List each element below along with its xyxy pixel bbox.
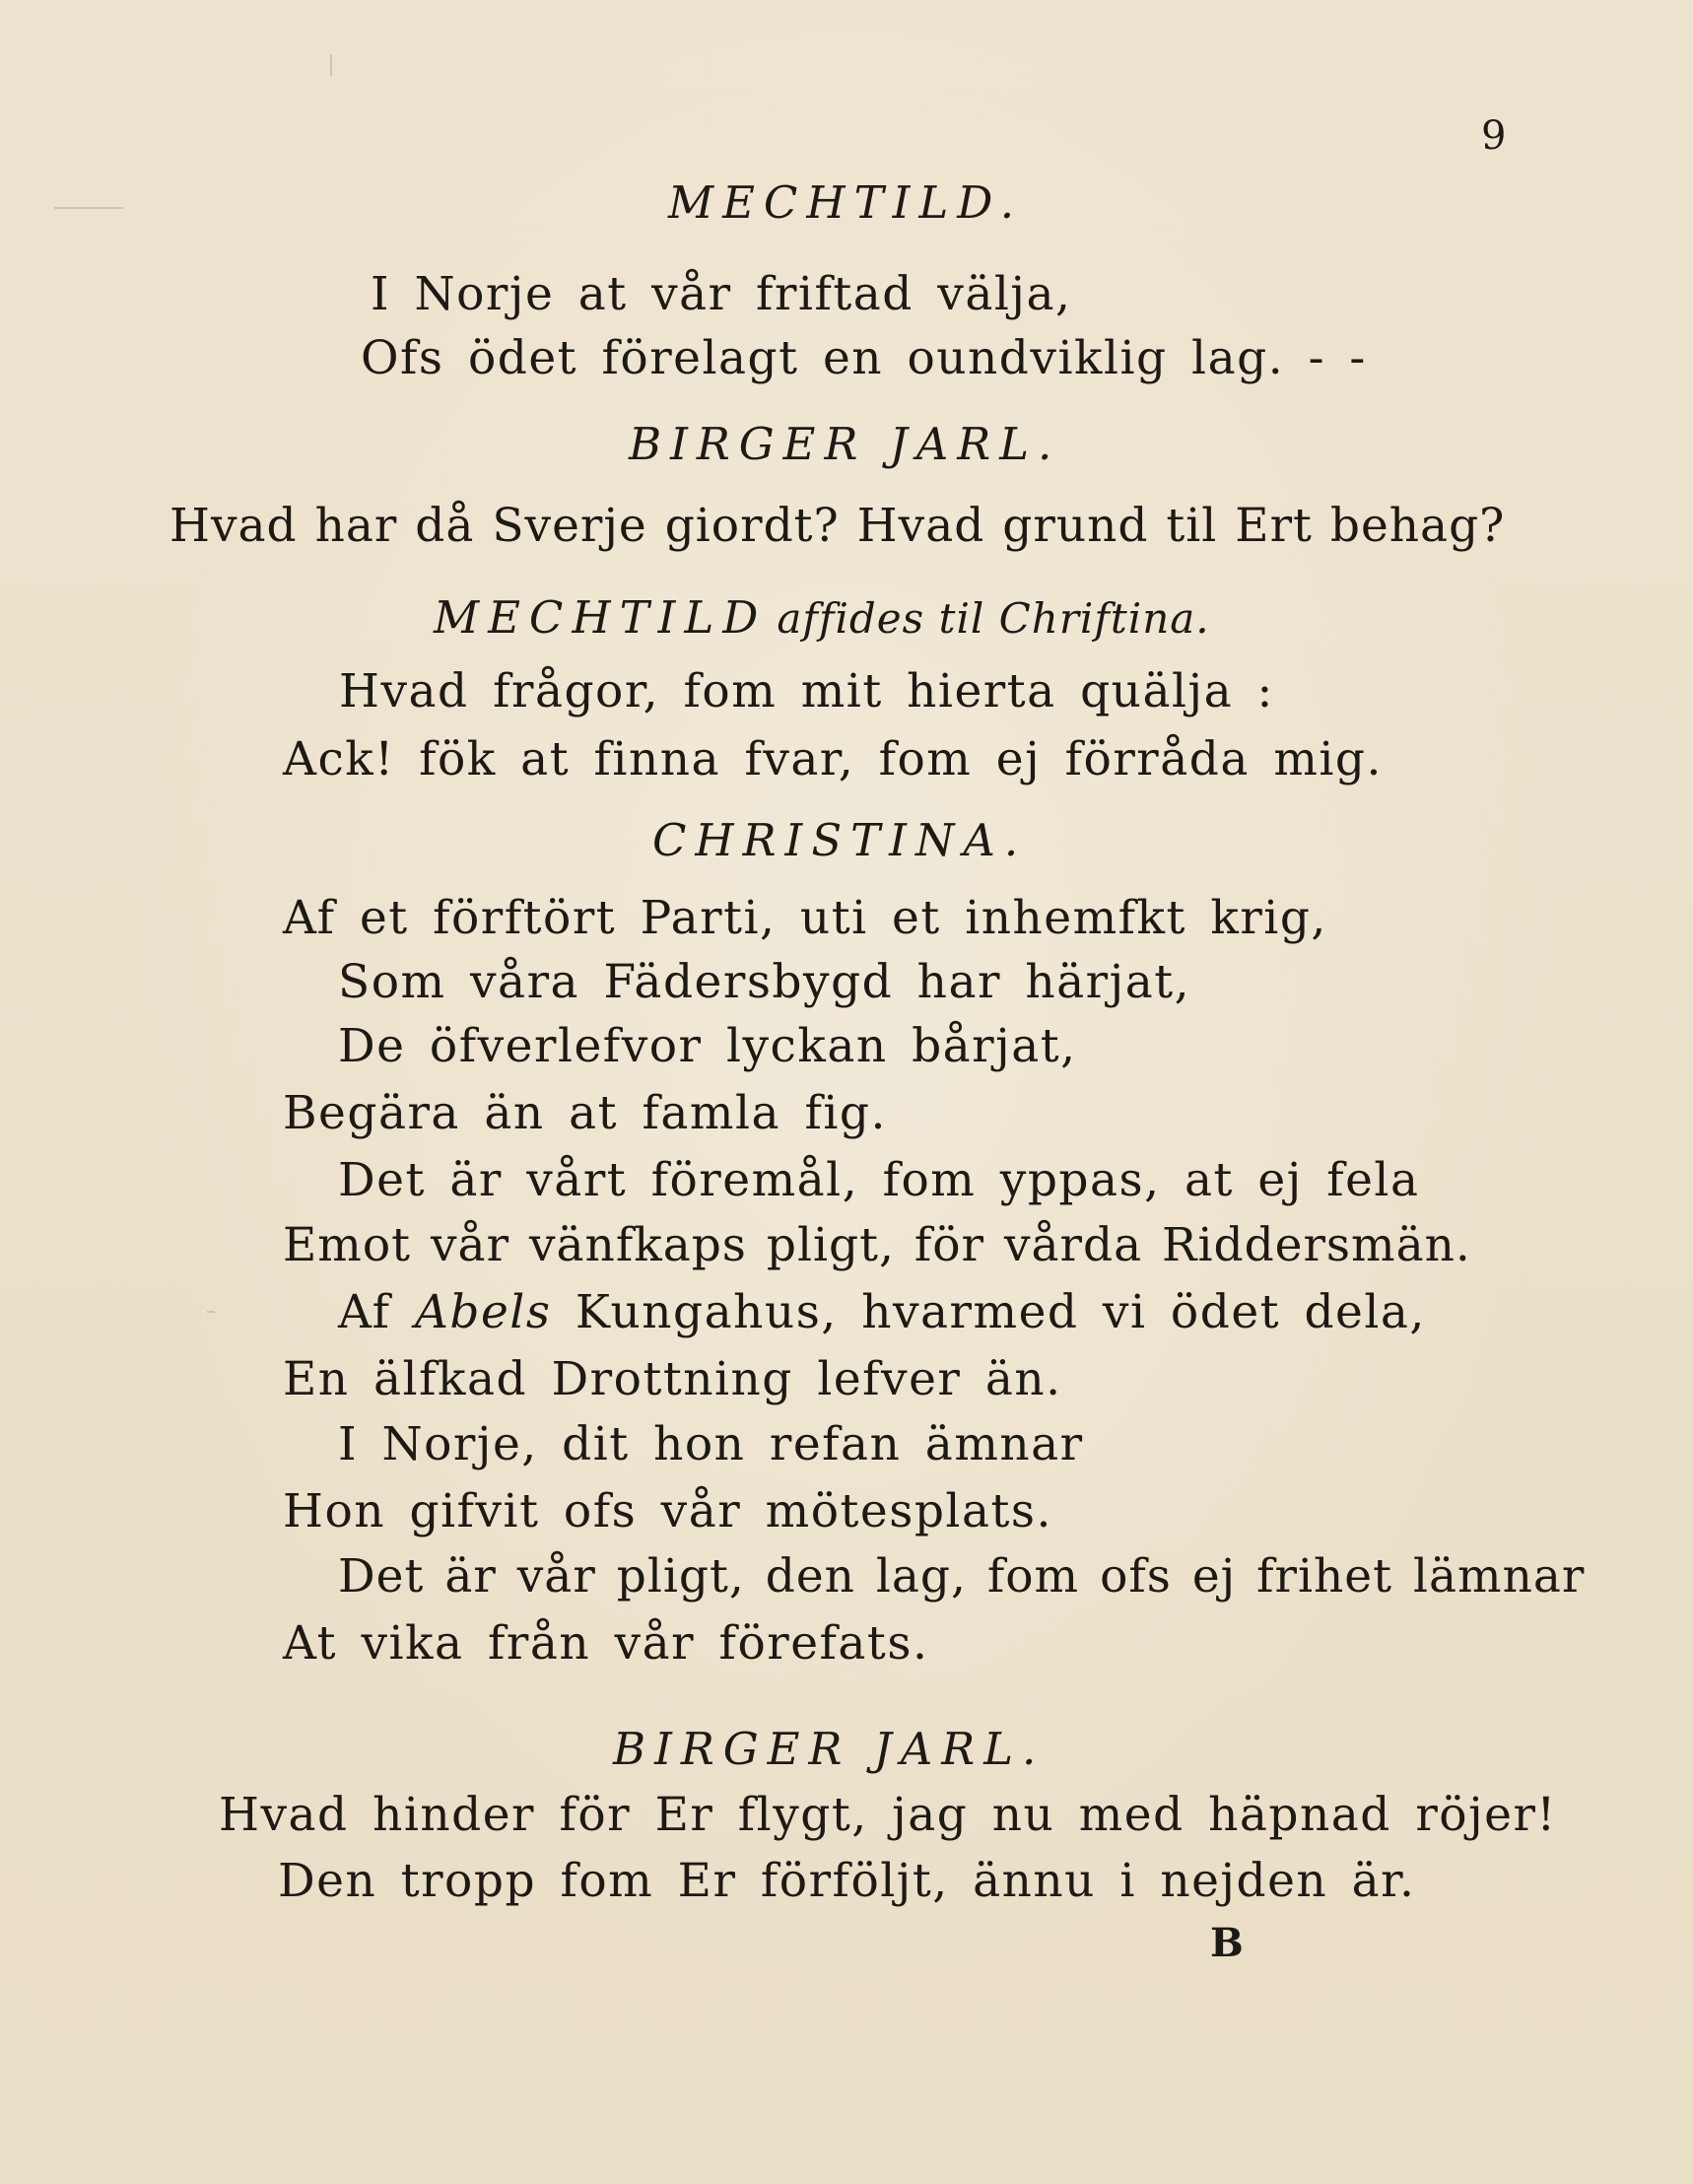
verse-line: At vika från vår förefats.: [283, 1616, 929, 1671]
verse-line: I Norje, dit hon refan ämnar: [338, 1417, 1084, 1471]
paper-mark: [207, 1311, 215, 1313]
speaker-birger-jarl: BIRGER JARL.: [613, 1723, 1046, 1775]
verse-line: Som våra Fädersbygd har härjat,: [338, 955, 1191, 1009]
speaker-mechtild: MECHTILD.: [668, 176, 1024, 229]
verse-line: Hvad har då Sverje giordt? Hvad grund til Ert behag?: [169, 499, 1506, 553]
speaker-christina: CHRISTINA.: [652, 814, 1028, 866]
verse-word: Kungahus, hvarmed vi ödet dela,: [575, 1285, 1426, 1339]
verse-line: Hon gifvit ofs vår mötesplats.: [283, 1484, 1052, 1538]
verse-line: Det är vår pligt, den lag, fom ofs ej frihet lämnar: [338, 1549, 1586, 1604]
verse-line: [338, 1285, 1426, 1339]
verse-line: De öfverlefvor lyckan bårjat,: [338, 1019, 1077, 1073]
verse-line: Hvad frågor, fom mit hierta quälja :: [339, 664, 1274, 718]
stage-direction: affides til Chriftina.: [777, 594, 1210, 643]
verse-line: Det är vårt föremål, fom yppas, at ej fela: [338, 1153, 1420, 1207]
speaker-mechtild: MECHTILD: [434, 591, 768, 644]
verse-word: Af: [338, 1285, 391, 1339]
verse-line: Ofs ödet förelagt en oundviklig lag. - -: [361, 331, 1367, 385]
verse-line: Af et förftört Parti, uti et inhemfkt krig,: [283, 891, 1327, 945]
name-abels: Abels: [414, 1285, 552, 1339]
speaker-birger-jarl: BIRGER JARL.: [629, 418, 1061, 470]
paper-mark: [330, 54, 332, 76]
verse-line: Emot vår vänfkaps pligt, för vårda Riddersmän.: [283, 1218, 1471, 1272]
verse-line: I Norje at vår friftad välja,: [371, 267, 1072, 321]
page-number: 9: [1481, 113, 1507, 159]
paper-mark: [54, 207, 123, 209]
verse-line: Begära än at famla fig.: [283, 1086, 887, 1140]
speaker-with-direction: [434, 591, 1210, 644]
verse-line: En älfkad Drottning lefver än.: [283, 1352, 1062, 1406]
verse-line: Den tropp fom Er förföljt, ännu i nejden är.: [278, 1854, 1416, 1908]
verse-line: Ack! fök at finna fvar, fom ej förråda mig.: [283, 732, 1383, 786]
verse-line: Hvad hinder för Er flygt, jag nu med häpnad röjer!: [219, 1788, 1557, 1842]
signature-mark: B: [1210, 1920, 1244, 1966]
